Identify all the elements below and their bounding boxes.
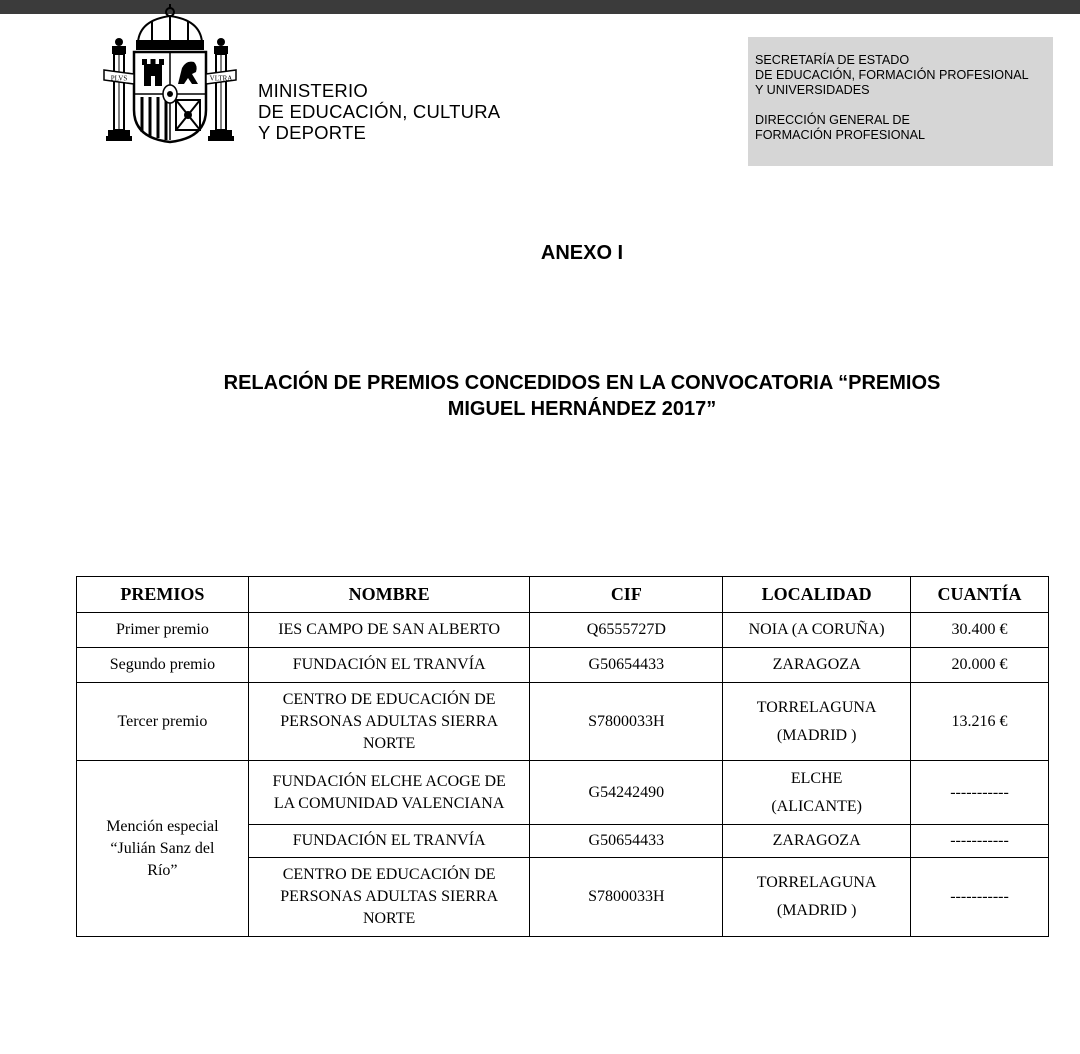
cell-nombre: IES CAMPO DE SAN ALBERTO	[248, 613, 530, 648]
document-title	[120, 370, 1044, 422]
secretariat-line: Y UNIVERSIDADES	[755, 83, 870, 97]
ministry-line: MINISTERIO	[258, 80, 368, 101]
secretariat-line: SECRETARÍA DE ESTADO	[755, 53, 910, 67]
cell-cif: Q6555727D	[530, 613, 723, 648]
coat-of-arms-logo	[100, 2, 240, 144]
nombre-line: CENTRO DE EDUCACIÓN DE	[282, 866, 496, 883]
header-cif: CIF	[530, 577, 723, 613]
cell-localidad	[723, 858, 911, 937]
premio-line: Mención especial	[106, 817, 219, 835]
cell-localidad	[723, 683, 911, 761]
cell-cuantia: -----------	[911, 825, 1049, 858]
premio-line: “Julián Sanz del	[110, 839, 215, 857]
table-row	[77, 761, 1049, 825]
localidad-line: (MADRID )	[776, 726, 857, 744]
localidad-line: TORRELAGUNA	[756, 698, 877, 716]
nombre-line: NORTE	[362, 734, 416, 752]
cell-nombre	[248, 761, 530, 825]
header-cuantia: CUANTÍA	[911, 577, 1049, 613]
header-premios: PREMIOS	[77, 577, 249, 613]
directorate-line: FORMACIÓN PROFESIONAL	[755, 128, 926, 142]
localidad-line: ELCHE	[790, 769, 843, 787]
header-nombre: NOMBRE	[248, 577, 530, 613]
secretariat-block	[755, 53, 1029, 98]
nombre-line: LA COMUNIDAD VALENCIANA	[273, 794, 505, 812]
localidad-line: (MADRID )	[776, 902, 857, 919]
header-localidad: LOCALIDAD	[723, 577, 911, 613]
title-line: RELACIÓN DE PREMIOS CONCEDIDOS EN LA CONVOCATORIA “PREMIOS	[223, 372, 941, 394]
cell-cif: G50654433	[530, 825, 723, 858]
cell-cuantia: -----------	[911, 858, 1049, 937]
cell-nombre: FUNDACIÓN EL TRANVÍA	[248, 648, 530, 683]
cell-cuantia: 20.000 €	[911, 648, 1049, 683]
ribbon-left-text: PLVS	[110, 74, 128, 83]
localidad-line: TORRELAGUNA	[756, 874, 877, 891]
cell-nombre	[248, 858, 530, 937]
table-row	[77, 648, 1049, 683]
ministry-line: Y DEPORTE	[258, 122, 367, 143]
cell-localidad	[723, 761, 911, 825]
cell-nombre	[248, 683, 530, 761]
cell-localidad: ZARAGOZA	[723, 648, 911, 683]
cell-premio: Tercer premio	[77, 683, 249, 761]
cell-premio: Primer premio	[77, 613, 249, 648]
nombre-line: NORTE	[362, 910, 416, 927]
ribbon-right-text: VLTRA	[209, 74, 233, 83]
nombre-line: CENTRO DE EDUCACIÓN DE	[282, 690, 496, 708]
cell-cif: G54242490	[530, 761, 723, 825]
cell-premio: Segundo premio	[77, 648, 249, 683]
prizes-table	[76, 576, 1049, 937]
cell-cuantia: 13.216 €	[911, 683, 1049, 761]
cell-cif: S7800033H	[530, 858, 723, 937]
cell-cif: S7800033H	[530, 683, 723, 761]
table-header-row	[77, 577, 1049, 613]
cell-cif: G50654433	[530, 648, 723, 683]
cell-localidad: NOIA (A CORUÑA)	[723, 613, 911, 648]
localidad-line: (ALICANTE)	[771, 797, 862, 815]
ministry-name	[258, 80, 500, 143]
secretariat-line: DE EDUCACIÓN, FORMACIÓN PROFESIONAL	[755, 68, 1029, 82]
nombre-line: PERSONAS ADULTAS SIERRA	[280, 712, 498, 730]
secretariat-box	[748, 37, 1053, 166]
title-line: MIGUEL HERNÁNDEZ 2017”	[447, 398, 717, 420]
premio-line: Río”	[147, 861, 178, 879]
nombre-line: FUNDACIÓN ELCHE ACOGE DE	[272, 772, 506, 790]
nombre-line: PERSONAS ADULTAS SIERRA	[280, 888, 498, 905]
ministry-line: DE EDUCACIÓN, CULTURA	[258, 101, 501, 122]
directorate-line: DIRECCIÓN GENERAL DE	[755, 113, 910, 127]
annex-heading: ANEXO I	[540, 242, 624, 264]
cell-premio-special	[77, 761, 249, 937]
cell-cuantia: 30.400 €	[911, 613, 1049, 648]
table-row	[77, 683, 1049, 761]
cell-nombre: FUNDACIÓN EL TRANVÍA	[248, 825, 530, 858]
cell-cuantia: -----------	[911, 761, 1049, 825]
directorate-block	[755, 113, 925, 143]
cell-localidad: ZARAGOZA	[723, 825, 911, 858]
table-row	[77, 613, 1049, 648]
